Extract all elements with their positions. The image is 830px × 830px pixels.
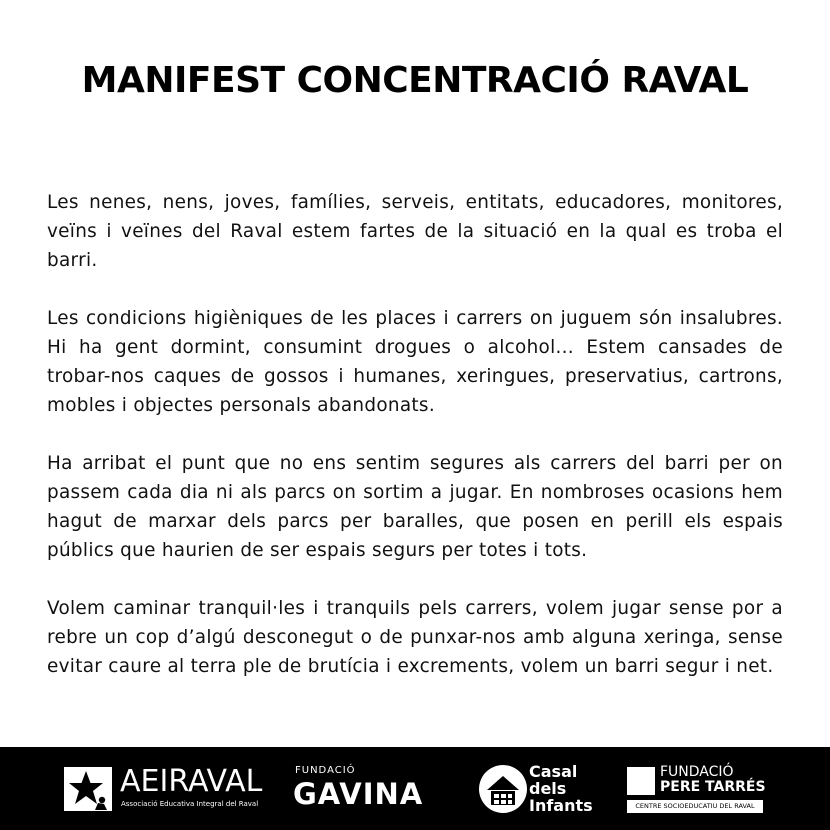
aeiraval-name: AEIRAVAL bbox=[120, 764, 263, 799]
gavina-fundacio-label: FUNDACIÓ bbox=[295, 765, 356, 776]
gavina-logo bbox=[293, 765, 453, 815]
paragraph: Les condicions higièniques de les places i carrers on juguem són insalubres. Hi ha gent dormint, consumint drogues o alcohol... Estem cansades de trobar-nos caques de gossos i humanes, xeringues, preservatius, cartrons, mobles i objectes personals abandonats. bbox=[47, 308, 783, 416]
pere-tarres-subtitle: CENTRE SOCIOEDUCATIU DEL RAVAL bbox=[627, 800, 763, 813]
house-circle-icon bbox=[477, 763, 529, 815]
gavina-name: GAVINA bbox=[293, 777, 424, 811]
paragraph: Volem caminar tranquil·les i tranquils pels carrers, volem jugar sense por a rebre un cop d’algú desconegut o de punxar-nos amb alguna xeringa, sense evitar caure al terra ple de brutícia i excrements, volem un barri segur i net. bbox=[47, 598, 783, 677]
casal-name bbox=[529, 763, 593, 814]
paragraph: Les nenes, nens, joves, famílies, serveis, entitats, educadores, monitores, veïns i veïnes del Raval estem fartes de la situació en la qual es troba el barri. bbox=[47, 192, 783, 271]
footer-logo-bar bbox=[0, 747, 830, 830]
casal-line-2: dels bbox=[529, 779, 567, 798]
square-icon bbox=[627, 767, 655, 795]
aeiraval-logo bbox=[64, 765, 269, 815]
paragraph: Ha arribat el punt que no ens sentim segures als carrers del barri per on passem cada dia ni als parcs on sortim a jugar. En nombroses ocasions hem hagut de marxar dels parcs per baralles, que posen en perill els espais públics que haurien de ser espais segurs per totes i tots. bbox=[47, 453, 783, 561]
casal-line-3: Infants bbox=[529, 796, 593, 815]
casal-dels-infants-logo bbox=[477, 761, 607, 821]
page-title: MANIFEST CONCENTRACIÓ RAVAL bbox=[81, 60, 749, 101]
pere-tarres-fundacio-label: FUNDACIÓ bbox=[660, 764, 734, 780]
aeiraval-subtitle: Associació Educativa Integral del Raval bbox=[121, 800, 259, 808]
manifest-body bbox=[47, 188, 783, 710]
pere-tarres-logo bbox=[627, 765, 767, 815]
pere-tarres-name: PERE TARRÉS bbox=[660, 779, 766, 795]
casal-line-1: Casal bbox=[529, 762, 578, 781]
star-person-icon bbox=[64, 767, 112, 811]
